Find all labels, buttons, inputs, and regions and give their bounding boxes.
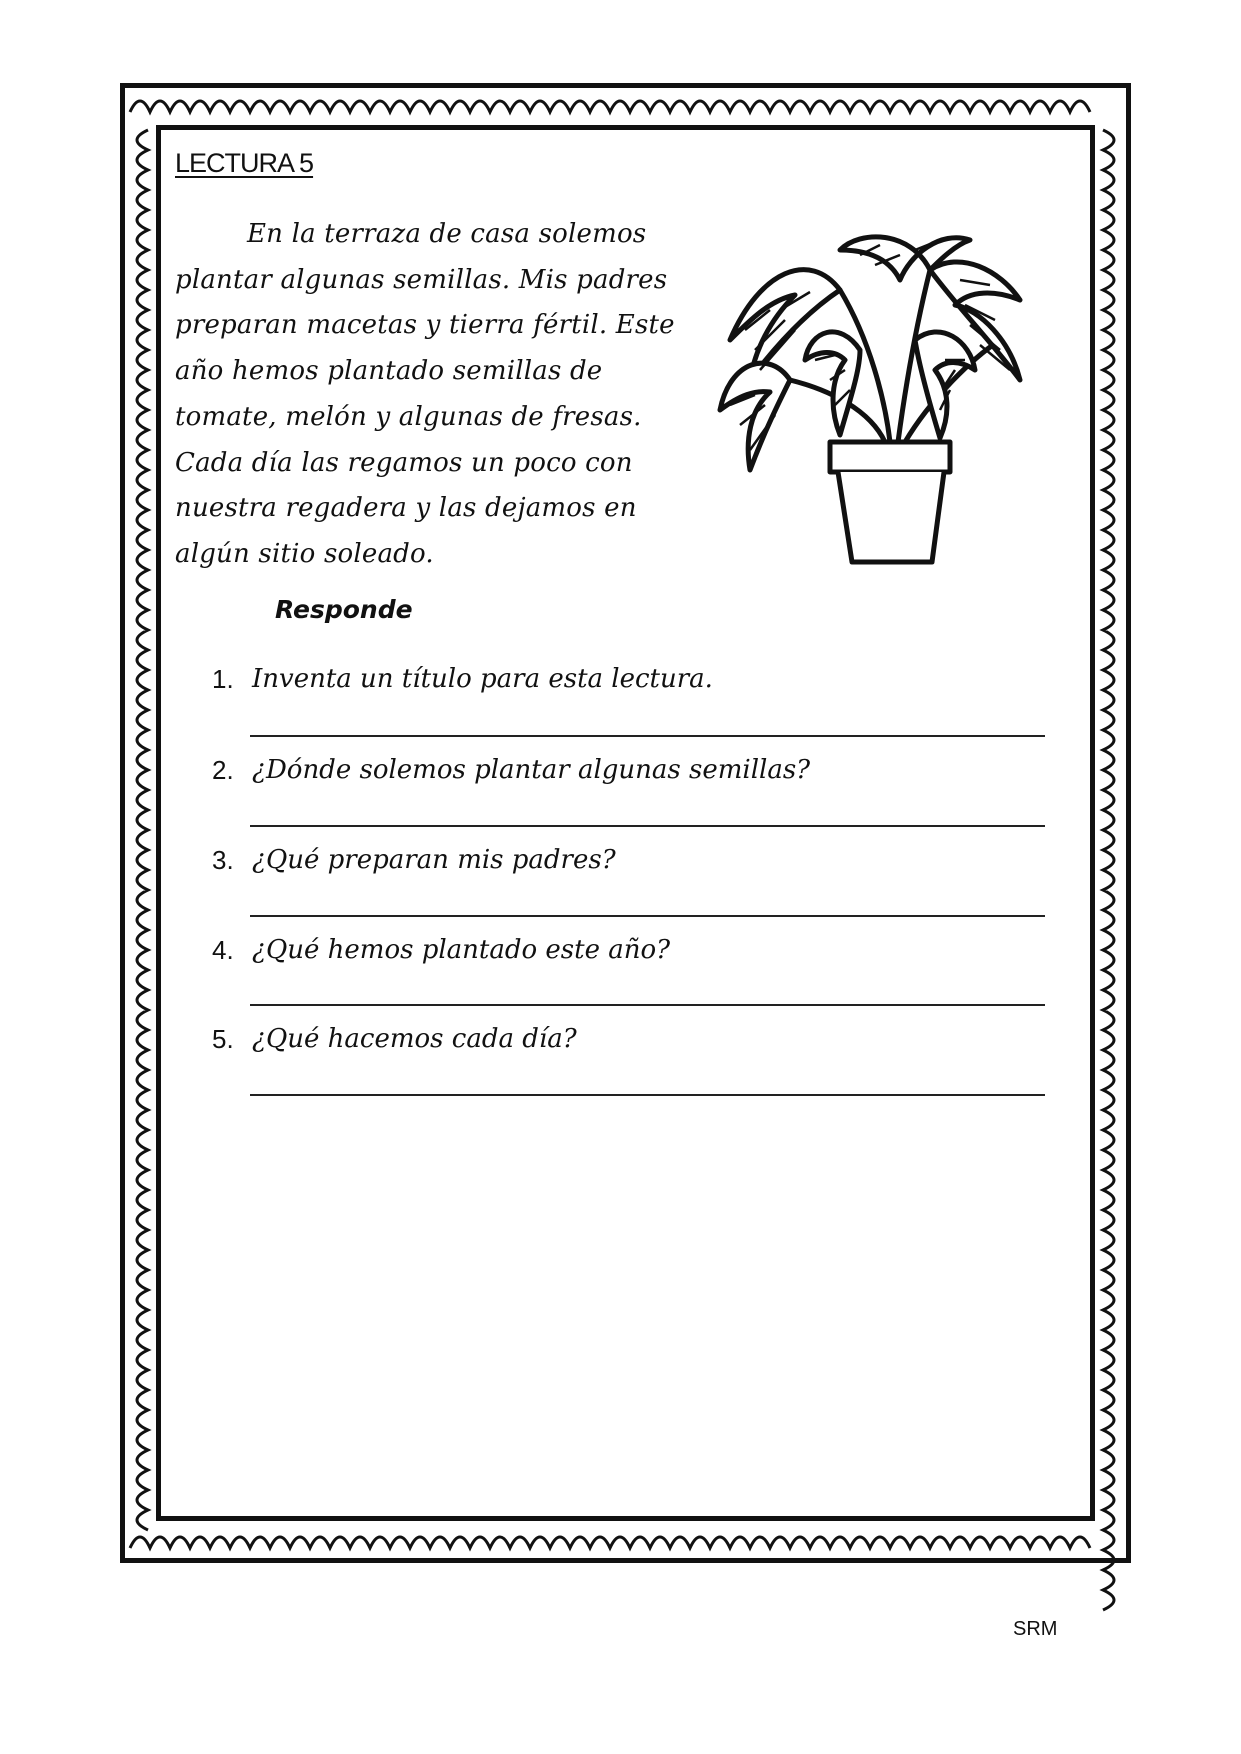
question-1 <box>212 664 1052 704</box>
reading-line: tomate, melón y algunas de fresas. <box>175 401 642 432</box>
question-3 <box>212 845 1052 885</box>
left-doodle-border <box>126 125 156 1521</box>
answer-line-4[interactable] <box>250 1004 1045 1006</box>
question-number: 5. <box>212 1024 234 1054</box>
question-number: 2. <box>212 755 234 785</box>
question-text: ¿Qué hacemos cada día? <box>252 1024 577 1054</box>
question-2 <box>212 755 1052 795</box>
reading-line: algún sitio soleado. <box>175 538 434 569</box>
answer-line-3[interactable] <box>250 915 1045 917</box>
right-doodle-border <box>1095 125 1125 1521</box>
question-number: 3. <box>212 845 234 875</box>
answer-line-1[interactable] <box>250 735 1045 737</box>
reading-line: Cada día las regamos un poco con <box>175 447 633 478</box>
page-title: LECTURA 5 <box>175 148 314 178</box>
reading-passage <box>175 212 675 578</box>
bottom-doodle-border <box>125 1522 1125 1556</box>
top-doodle-border <box>125 88 1125 122</box>
question-text: ¿Qué preparan mis padres? <box>252 845 616 875</box>
question-text: ¿Qué hemos plantado este año? <box>252 935 671 965</box>
author-initials: SRM <box>1013 1618 1058 1640</box>
potted-plant-illustration <box>700 210 1060 570</box>
question-number: 1. <box>212 664 234 694</box>
reading-line: preparan macetas y tierra fértil. Este <box>175 310 675 341</box>
reading-line: En la terraza de casa solemos <box>247 219 647 249</box>
answer-line-5[interactable] <box>250 1094 1045 1096</box>
section-heading: Responde <box>275 595 413 624</box>
answer-line-2[interactable] <box>250 825 1045 827</box>
reading-line: plantar algunas semillas. Mis padres <box>175 264 668 295</box>
reading-line: nuestra regadera y las dejamos en <box>175 493 637 524</box>
question-4 <box>212 935 1052 975</box>
question-text: ¿Dónde solemos plantar algunas semillas? <box>252 755 811 785</box>
question-number: 4. <box>212 935 234 965</box>
reading-line: año hemos plantado semillas de <box>175 356 603 387</box>
question-text: Inventa un título para esta lectura. <box>252 664 713 694</box>
question-5 <box>212 1024 1052 1064</box>
